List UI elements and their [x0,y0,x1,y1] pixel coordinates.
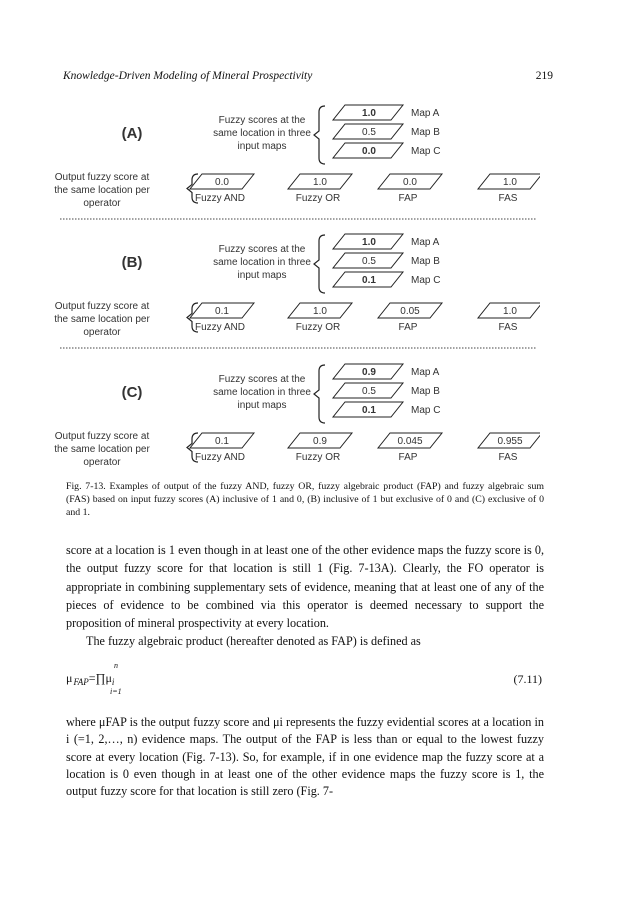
map-name: Map C [411,275,441,286]
output-label-line: operator [83,198,121,209]
map-name: Map B [411,127,440,138]
output-score-value: 0.0 [215,177,229,188]
equation-number: (7.11) [513,672,542,686]
running-header [63,70,553,86]
input-score-value: 0.9 [362,367,376,378]
map-name: Map A [411,237,440,248]
figure-caption: Fig. 7-13. Examples of output of the fuzzy AND, fuzzy OR, fuzzy algebraic product (FAP) and fuzzy algebraic sum (FAS) based on input fuzzy scores (A) inclusive of 1 and 0, (B) inclusive of 1 but exclusive of 0 and (C) exclusive of 0 and 1. [66,481,544,518]
operator-name: FAS [498,193,518,204]
input-label-line: same location in three [213,128,311,139]
product-lower-limit: i=1 [110,687,122,696]
operator-name: FAP [398,322,418,333]
output-label-line: the same location per [54,314,150,325]
input-label-line: same location in three [213,257,311,268]
map-name: Map C [411,405,441,416]
panel-label: (A) [121,125,143,142]
operator-name: Fuzzy OR [295,193,341,204]
paragraph-3: where μFAP is the output fuzzy score and μi represents the fuzzy evidential scores at a location in i (=1, 2,…, n) evidence maps. The output of the FAP is less than or equal to the lowest fuzzy score at every location (Fig. 7-13). So, for example, if in one evidence map the fuzzy score at a location is 0 even though in at least one of the other evidence maps the fuzzy score is 1, the output fuzzy score for that location is still zero (Fig. 7- [66,715,544,799]
input-score-value: 0.1 [362,405,376,416]
input-score-value: 0.5 [362,256,376,267]
operator-name: Fuzzy AND [194,452,246,463]
figure-7-13 [40,94,540,472]
paragraph-2: The fuzzy algebraic product (hereafter denoted as FAP) is defined as [86,634,421,649]
map-name: Map B [411,386,440,397]
body-text-top [66,541,544,651]
operator-name: FAS [498,322,518,333]
input-label-line: Fuzzy scores at the [218,374,306,385]
input-score-value: 0.5 [362,386,376,397]
input-label-line: input maps [237,141,287,152]
operator-name: Fuzzy AND [194,322,246,333]
output-score-value: 0.955 [497,436,523,447]
output-label-line: operator [83,327,121,338]
output-score-value: 0.9 [313,436,327,447]
operator-name: Fuzzy OR [295,322,341,333]
paragraph-1: score at a location is 1 even though in at least one of the other evidence maps the fuzzy score is 0, the output fuzzy score for that location is still 1 (Fig. 7-13A). Clearly, the FO operator is appropriate in combining supplementary sets of evidence, meaning that at least one of any of the pieces of evidence to be combined via this operator is deemed necessary to support the proposition of mineral prospectivity at every location. [66,543,544,631]
input-score-value: 0.5 [362,127,376,138]
output-label-line: operator [83,457,121,468]
output-score-value: 1.0 [313,177,327,188]
input-brace [314,106,325,164]
operator-name: Fuzzy OR [295,452,341,463]
panel-label: (C) [121,384,143,401]
output-score-value: 1.0 [313,306,327,317]
output-label-line: Output fuzzy score at [54,172,150,183]
input-score-value: 0.0 [362,146,376,157]
output-label-line: the same location per [54,444,150,455]
output-score-value: 0.1 [215,306,229,317]
output-label-line: the same location per [54,185,150,196]
input-score-value: 1.0 [362,237,376,248]
equation-7-11 [66,661,544,699]
output-score-value: 1.0 [503,177,517,188]
input-label-line: input maps [237,270,287,281]
input-score-value: 1.0 [362,108,376,119]
input-score-value: 0.1 [362,275,376,286]
output-label-line: Output fuzzy score at [54,301,150,312]
map-name: Map C [411,146,441,157]
output-score-value: 0.045 [397,436,423,447]
map-name: Map A [411,367,440,378]
input-label-line: Fuzzy scores at the [218,244,306,255]
input-brace [314,235,325,293]
running-title: Knowledge-Driven Modeling of Mineral Prospectivity [63,70,313,82]
input-label-line: Fuzzy scores at the [218,115,306,126]
body-text-bottom [66,714,544,800]
page-number: 219 [535,70,553,82]
output-score-value: 0.1 [215,436,229,447]
panel-label: (B) [121,254,143,271]
output-score-value: 0.05 [400,306,420,317]
input-brace [314,365,325,423]
output-score-value: 0.0 [403,177,417,188]
output-label-line: Output fuzzy score at [54,431,150,442]
input-label-line: same location in three [213,387,311,398]
equation-expression: μ $_{FAP}=\prod\mu_i$ [66,671,115,687]
map-name: Map B [411,256,440,267]
product-upper-limit: n [114,661,118,670]
operator-name: FAS [498,452,518,463]
output-score-value: 1.0 [503,306,517,317]
operator-name: FAP [398,452,418,463]
map-name: Map A [411,108,440,119]
operator-name: FAP [398,193,418,204]
input-label-line: input maps [237,400,287,411]
operator-name: Fuzzy AND [194,193,246,204]
